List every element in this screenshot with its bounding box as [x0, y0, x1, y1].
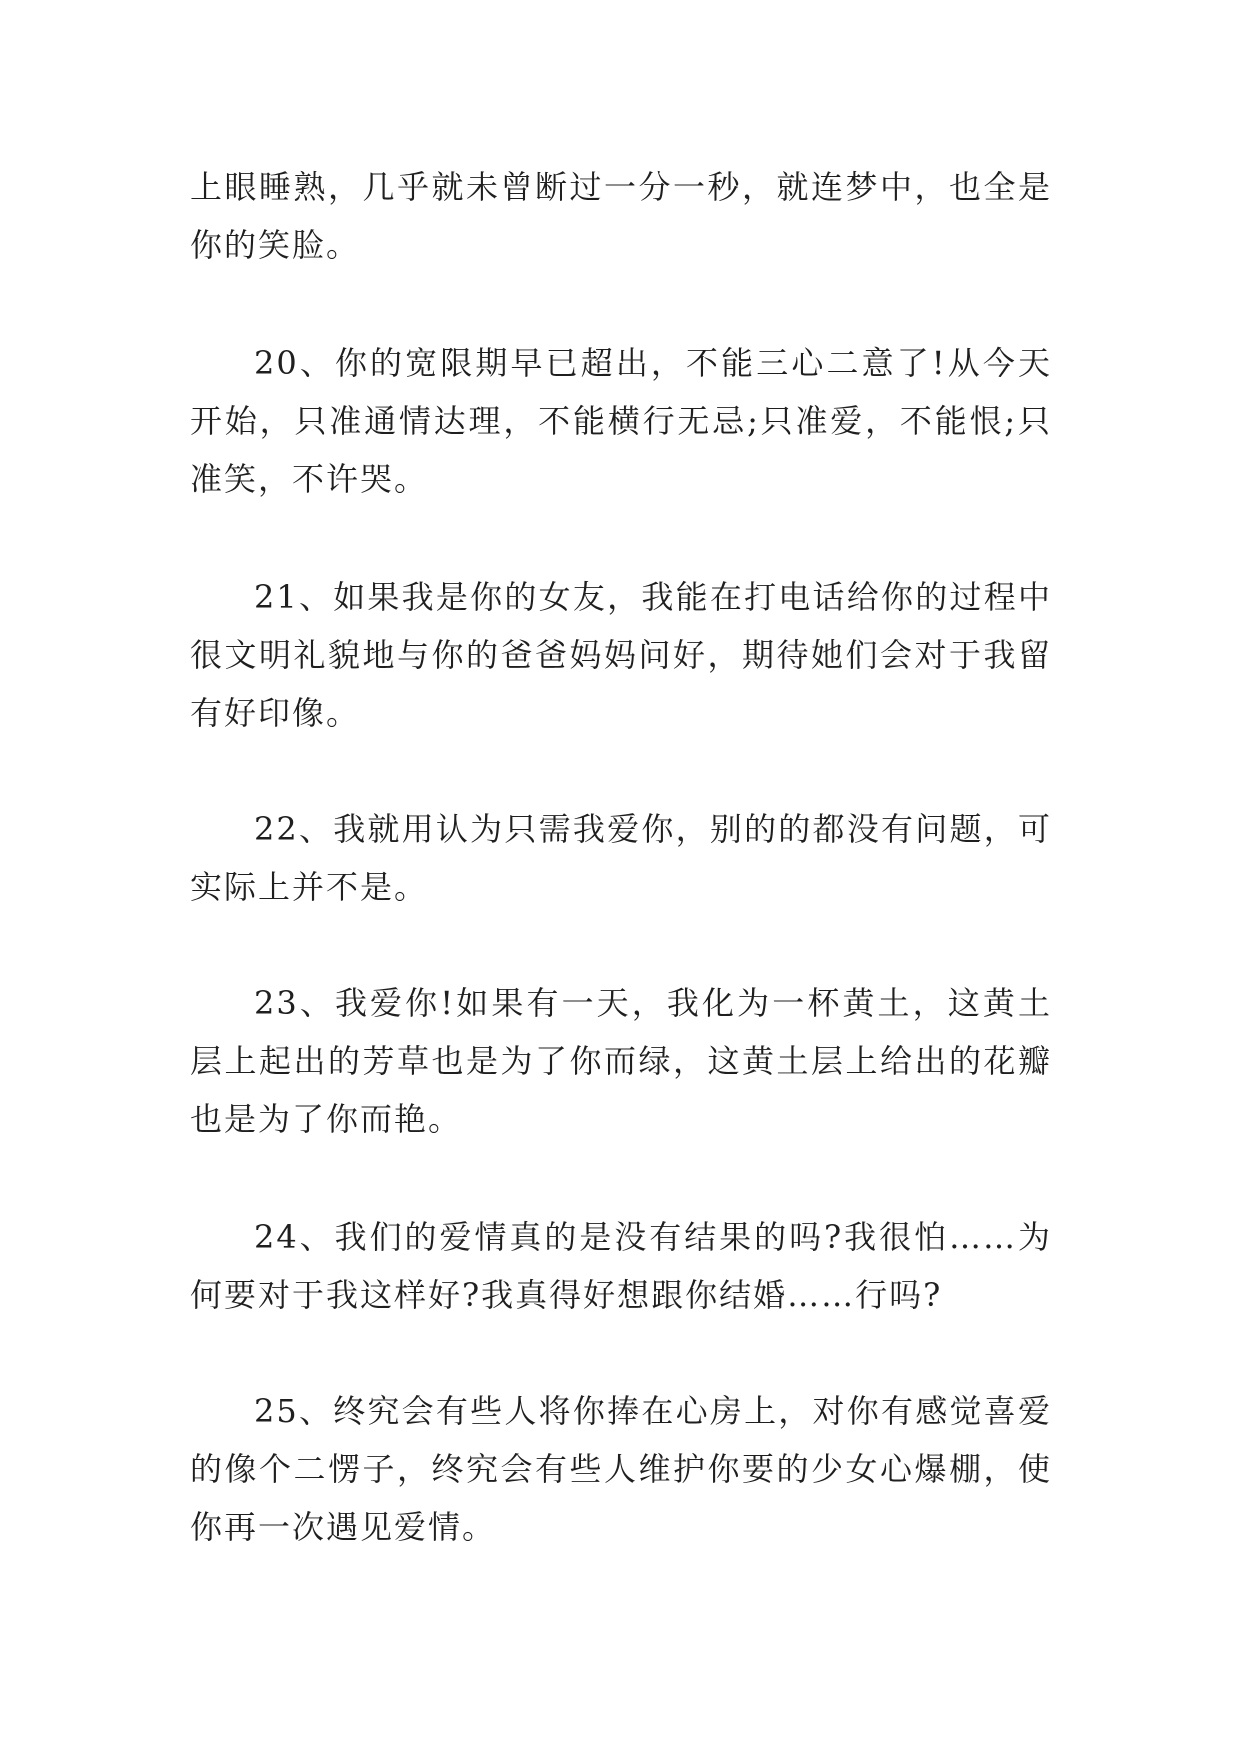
paragraph-25: 25、终究会有些人将你捧在心房上，对你有感觉喜爱的像个二愣子，终究会有些人维护你要的少女心爆棚，使你再一次遇见爱情。 [190, 1392, 1052, 1546]
paragraph-21: 21、如果我是你的女友，我能在打电话给你的过程中很文明礼貌地与你的爸爸妈妈问好，期待她们会对于我留有好印像。 [190, 578, 1052, 732]
paragraph-20: 20、你的宽限期早已超出，不能三心二意了!从今天开始，只准通情达理，不能横行无忌;只准爱，不能恨;只准笑，不许哭。 [190, 344, 1052, 498]
paragraph-continuation: 上眼睡熟，几乎就未曾断过一分一秒，就连梦中，也全是你的笑脸。 [190, 168, 1052, 264]
paragraph-22: 22、我就用认为只需我爱你，别的的都没有问题，可实际上并不是。 [190, 810, 1052, 906]
paragraph-23: 23、我爱你!如果有一天，我化为一杯黄土，这黄土层上起出的芳草也是为了你而绿，这黄土层上给出的花瓣也是为了你而艳。 [190, 984, 1052, 1138]
paragraph-24: 24、我们的爱情真的是没有结果的吗?我很怕……为何要对于我这样好?我真得好想跟你结婚……行吗? [190, 1218, 1052, 1314]
